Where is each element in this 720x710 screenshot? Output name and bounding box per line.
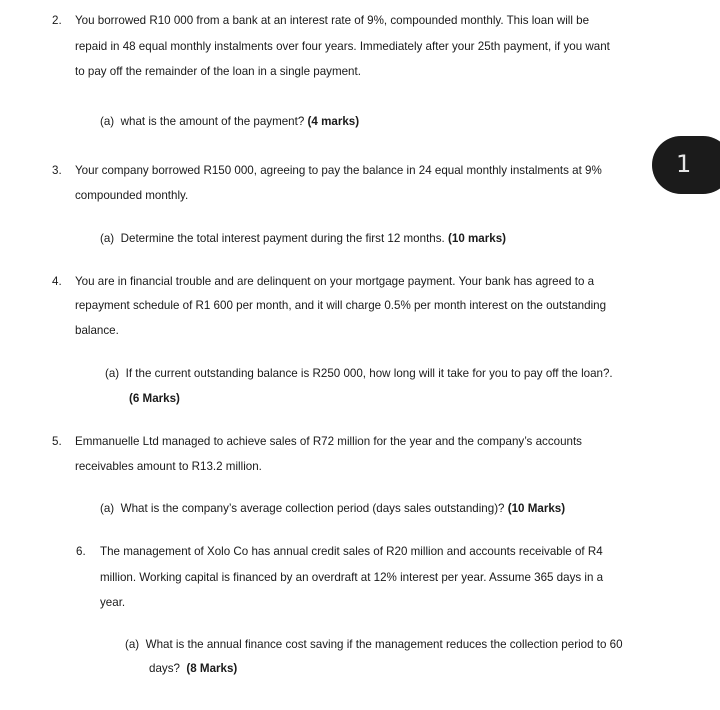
question-6-line-3: year. bbox=[100, 596, 126, 609]
question-6-number: 6. bbox=[76, 545, 86, 558]
question-3-part-a-marks: (10 marks) bbox=[448, 232, 507, 245]
question-6-line-2: million. Working capital is financed by an overdraft at 12% interest per year. Assume 365 days in a bbox=[100, 571, 604, 584]
question-6-part-a-text-2: days? bbox=[149, 662, 180, 675]
question-2-part-a-text: what is the amount of the payment? bbox=[120, 115, 305, 128]
question-4-number: 4. bbox=[52, 275, 62, 288]
question-5-number: 5. bbox=[52, 435, 62, 448]
question-4-line-3: balance. bbox=[75, 324, 119, 337]
question-2-line-3: to pay off the remainder of the loan in a single payment. bbox=[75, 65, 361, 78]
question-6-part-a-label: (a) bbox=[125, 638, 140, 651]
question-2-part-a-marks: (4 marks) bbox=[307, 115, 360, 128]
question-4-line-1: You are in financial trouble and are delinquent on your mortgage payment. Your bank has agreed to a bbox=[75, 275, 595, 288]
question-5-line-2: receivables amount to R13.2 million. bbox=[75, 460, 262, 473]
question-5-part-a bbox=[100, 502, 565, 515]
question-3-line-2: compounded monthly. bbox=[75, 189, 189, 202]
question-2-number: 2. bbox=[52, 14, 62, 27]
question-3-part-a-label: (a) bbox=[100, 232, 115, 245]
question-5-part-a-text: What is the company’s average collection period (days sales outstanding)? bbox=[120, 502, 505, 515]
question-5-part-a-label: (a) bbox=[100, 502, 115, 515]
question-4-part-a-label: (a) bbox=[105, 367, 120, 380]
page-number-badge bbox=[652, 136, 720, 194]
page-number: 1 bbox=[676, 150, 692, 178]
question-2-part-a bbox=[100, 115, 359, 128]
question-3-part-a-text: Determine the total interest payment during the first 12 months. bbox=[120, 232, 445, 245]
question-5-part-a-marks: (10 Marks) bbox=[507, 502, 566, 515]
question-2-line-2: repaid in 48 equal monthly instalments over four years. Immediately after your 25th payment, if you want bbox=[75, 40, 610, 53]
question-6-line-1: The management of Xolo Co has annual credit sales of R20 million and accounts receivable of R4 bbox=[100, 545, 603, 558]
question-3-part-a bbox=[100, 232, 506, 245]
question-2-part-a-label: (a) bbox=[100, 115, 115, 128]
question-4-line-2: repayment schedule of R1 600 per month, and it will charge 0.5% per month interest on the outstanding bbox=[75, 299, 607, 312]
question-4-part-a bbox=[105, 367, 613, 380]
question-6-part-a-marks: (8 Marks) bbox=[186, 662, 238, 675]
question-6-part-a-text: What is the annual finance cost saving if the management reduces the collection period to 60 bbox=[145, 638, 623, 651]
question-6-part-a bbox=[125, 638, 623, 651]
question-4-part-a-marks: (6 Marks) bbox=[129, 392, 180, 405]
question-2-line-1: You borrowed R10 000 from a bank at an interest rate of 9%, compounded monthly. This loan will be bbox=[75, 14, 590, 27]
question-3-line-1: Your company borrowed R150 000, agreeing to pay the balance in 24 equal monthly instalments at 9% bbox=[75, 164, 602, 177]
question-5-line-1: Emmanuelle Ltd managed to achieve sales of R72 million for the year and the company’s accounts bbox=[75, 435, 582, 448]
question-4-part-a-text: If the current outstanding balance is R250 000, how long will it take for you to pay off the loan?. bbox=[125, 367, 613, 380]
question-3-number: 3. bbox=[52, 164, 62, 177]
